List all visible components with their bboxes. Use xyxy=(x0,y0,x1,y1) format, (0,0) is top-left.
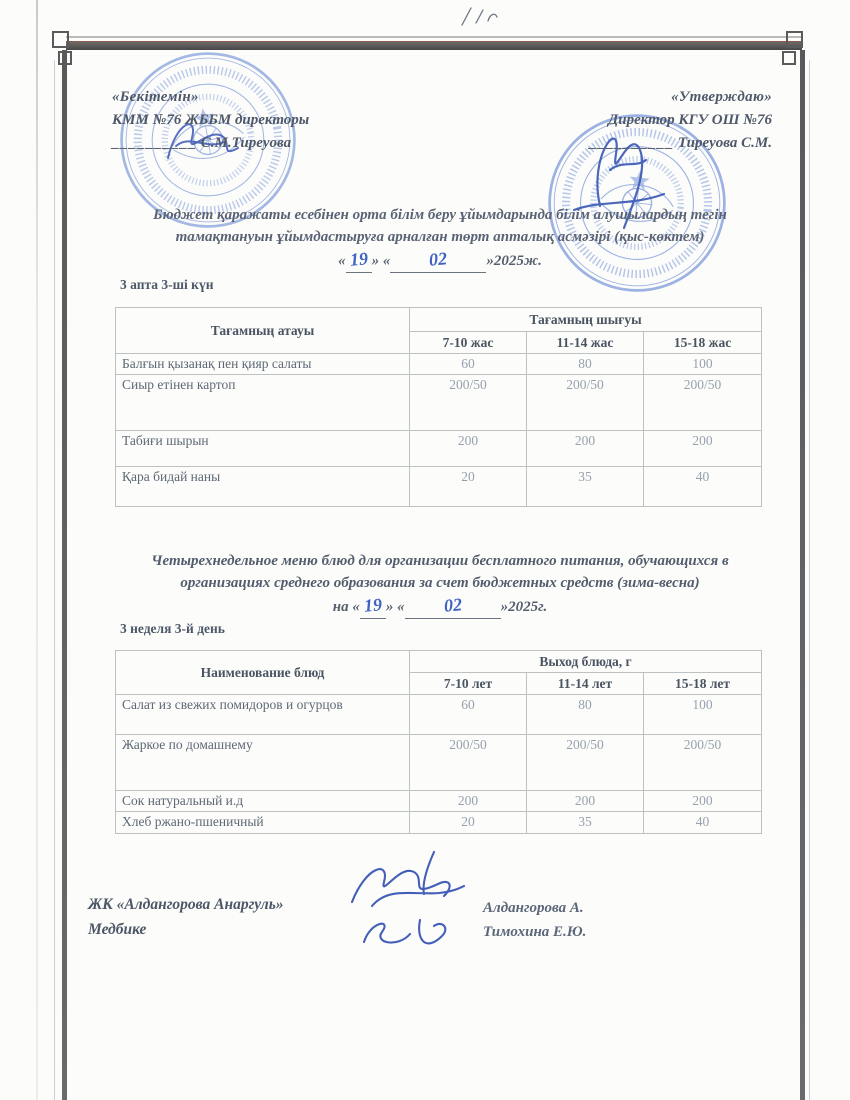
dish-name-cell: Салат из свежих помидоров и огурцов xyxy=(116,695,410,735)
portion-value-cell: 80 xyxy=(527,354,644,375)
portion-value-cell: 20 xyxy=(410,812,527,834)
table-row xyxy=(116,791,762,812)
approval-name: С.М.Тиреуова xyxy=(200,135,292,151)
column-header-output: Выход блюда, г xyxy=(410,651,762,673)
portion-value-cell: 200 xyxy=(527,431,644,467)
footer-names-block xyxy=(483,896,586,944)
table-row xyxy=(116,467,762,507)
portion-value-cell: 200/50 xyxy=(527,735,644,791)
title-line: Четырехнедельное меню блюд для организации бесплатного питания, обучающихся в xyxy=(151,553,729,569)
dish-name-cell: Сок натуральный и.д xyxy=(116,791,410,812)
portion-value-cell: 80 xyxy=(527,695,644,735)
handwritten-day: 19 xyxy=(348,248,369,270)
approval-quote: «Утверждаю» xyxy=(671,89,772,105)
dish-name-cell: Қара бидай наны xyxy=(116,467,410,507)
portion-value-cell: 200 xyxy=(644,431,762,467)
column-header-age: 11-14 лет xyxy=(527,673,644,695)
approval-name: Тиреуова С.М. xyxy=(677,135,772,151)
frame-right-bar xyxy=(800,50,805,1100)
column-header-age: 7-10 жас xyxy=(410,332,527,354)
footer-name: Тимохина Е.Ю. xyxy=(483,924,587,940)
menu-table-russian xyxy=(115,650,762,834)
dish-name-cell: Хлеб ржано-пшеничный xyxy=(116,812,410,834)
table-row xyxy=(116,735,762,791)
document-title-kazakh xyxy=(95,204,785,273)
dish-name-cell: Сиыр етінен картоп xyxy=(116,375,410,431)
dish-name-cell: Балғын қызанақ пен қияр салаты xyxy=(116,354,410,375)
portion-value-cell: 200/50 xyxy=(527,375,644,431)
dish-name-cell: Табиғи шырын xyxy=(116,431,410,467)
frame-left-bar xyxy=(62,50,67,1100)
frame-left-thin-line xyxy=(54,60,55,1100)
signature-footer xyxy=(338,850,498,962)
frame-right-thin-line xyxy=(809,60,810,1100)
table-row xyxy=(116,375,762,431)
section-heading-russian: 3 неделя 3-й день xyxy=(120,621,225,636)
date-line-russian: на « 19 » « 02 »2025г. xyxy=(95,596,785,619)
title-line: Бюджет қаражаты есебінен орта білім беру ұйымдарында білім алушылардың тегін xyxy=(153,207,727,223)
menu-table-kazakh xyxy=(115,307,762,507)
table-row xyxy=(116,431,762,467)
scan-edge-shadow xyxy=(36,0,38,1100)
signature-blank-line: __________ xyxy=(112,135,197,151)
signature-blank-line: __________ xyxy=(589,135,675,151)
portion-value-cell: 20 xyxy=(410,467,527,507)
portion-value-cell: 100 xyxy=(644,695,762,735)
portion-value-cell: 200 xyxy=(410,431,527,467)
column-header-dish: Наименование блюд xyxy=(116,651,410,695)
portion-value-cell: 60 xyxy=(410,354,527,375)
column-header-age: 15-18 жас xyxy=(644,332,762,354)
handwritten-month: 02 xyxy=(442,594,463,616)
portion-value-cell: 60 xyxy=(410,695,527,735)
frame-corner-ornament xyxy=(52,31,69,48)
table-row xyxy=(116,354,762,375)
approval-org: Директор КГУ ОШ №76 xyxy=(608,112,772,128)
frame-top-thin-line xyxy=(66,36,802,38)
document-title-russian xyxy=(95,550,785,619)
footer-role: Медбике xyxy=(88,921,147,938)
column-header-age: 15-18 лет xyxy=(644,673,762,695)
portion-value-cell: 40 xyxy=(644,467,762,507)
footer-signer-block xyxy=(88,892,284,942)
portion-value-cell: 200/50 xyxy=(644,375,762,431)
approval-org: КММ №76 ЖББМ директоры xyxy=(112,112,310,128)
table-row xyxy=(116,695,762,735)
portion-value-cell: 200/50 xyxy=(410,375,527,431)
handwritten-month: 02 xyxy=(428,248,449,270)
handwritten-day: 19 xyxy=(363,594,383,616)
dish-name-cell: Жаркое по домашнему xyxy=(116,735,410,791)
column-header-output: Тағамның шығуы xyxy=(410,308,762,332)
table-row xyxy=(116,812,762,834)
portion-value-cell: 35 xyxy=(527,812,644,834)
footer-organization: ЖК «Алдангорова Анаргуль» xyxy=(88,896,284,913)
portion-value-cell: 200/50 xyxy=(644,735,762,791)
footer-name: Алдангорова А. xyxy=(483,900,584,916)
section-heading-kazakh: 3 апта 3-ші күн xyxy=(120,277,214,292)
portion-value-cell: 200 xyxy=(410,791,527,812)
column-header-age: 11-14 жас xyxy=(527,332,644,354)
portion-value-cell: 200 xyxy=(527,791,644,812)
frame-top-bar xyxy=(66,41,802,50)
frame-corner-ornament xyxy=(786,31,803,48)
approval-block-kazakh xyxy=(112,86,442,155)
portion-value-cell: 200/50 xyxy=(410,735,527,791)
column-header-dish: Тағамның атауы xyxy=(116,308,410,354)
portion-value-cell: 35 xyxy=(527,467,644,507)
date-line-kazakh: « 19 » « 02 »2025ж. xyxy=(95,250,785,273)
title-line: организациях среднего образования за счет бюджетных средств (зима-весна) xyxy=(180,575,700,591)
approval-quote: «Бекітемін» xyxy=(112,89,199,105)
column-header-age: 7-10 лет xyxy=(410,673,527,695)
approval-block-russian xyxy=(512,86,772,155)
portion-value-cell: 100 xyxy=(644,354,762,375)
pen-mark xyxy=(452,3,516,31)
frame-corner-ornament xyxy=(782,51,796,65)
title-line: тамақтануын ұйымдастыруға арналған төрт апталық асмәзірі (қыс-көктем) xyxy=(175,229,705,245)
portion-value-cell: 200 xyxy=(644,791,762,812)
portion-value-cell: 40 xyxy=(644,812,762,834)
